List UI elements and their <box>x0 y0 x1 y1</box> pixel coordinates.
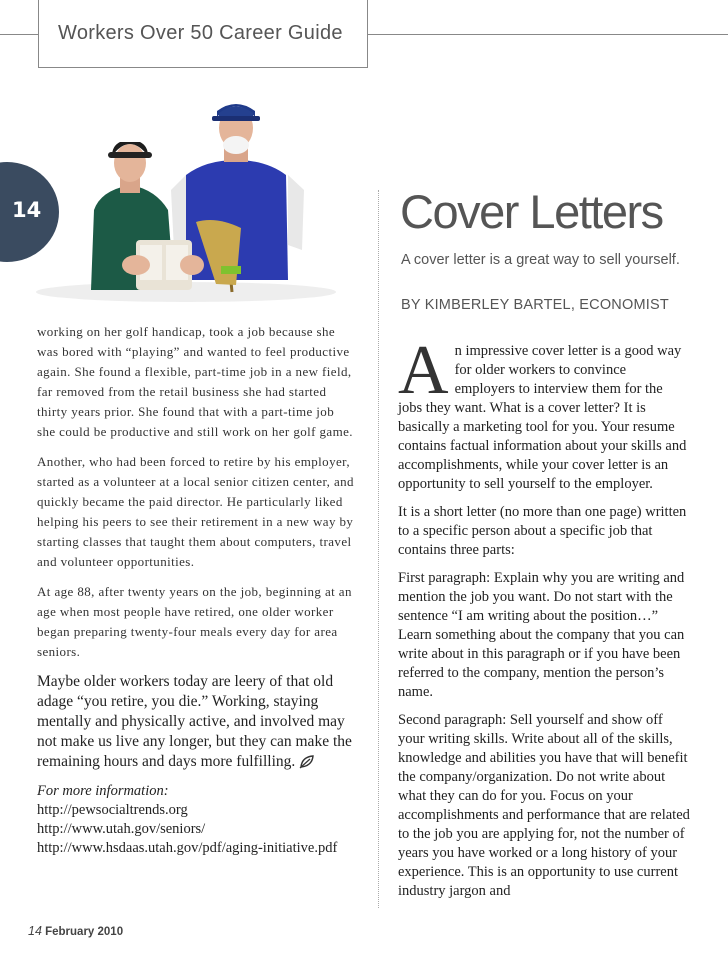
article-byline: BY KIMBERLEY BARTEL, ECONOMIST <box>401 297 669 313</box>
more-info-label: For more information: <box>37 783 169 799</box>
workers-photo <box>36 80 336 302</box>
article-headline: Cover Letters <box>400 185 663 238</box>
right-paragraph-2: It is a short letter (no more than one page) written to a specific person about a specific job that contains three parts: <box>398 504 687 558</box>
right-paragraph-1 <box>398 332 690 494</box>
column-divider <box>378 190 379 908</box>
header-rule-right <box>368 34 728 35</box>
left-paragraph-4-text: Maybe older workers today are leery of that old adage “you retire, you die.” Working, staying mentally and physically active, and involved may not make us live any longer, but they can make the remaining hours and days more fulfilling. <box>37 673 352 770</box>
right-column <box>398 332 690 901</box>
right-paragraph-4: Second paragraph: Sell yourself and show off your writing skills. Write about all of the skills, knowledge and abilities you have that will benefit the company/organization. Do not write about what they can do for you. Focus on your accomplishments and performance that are related to the job you are applying for, not the number of years you have worked or a long history of your experience. This is an opportunity to use current industry jargon and <box>398 712 690 899</box>
left-paragraph-2: Another, who had been forced to retire by his employer, started as a volunteer at a local senior citizen center, and quickly became the paid director. He particularly liked helping his peers to see their retirement in a new way by starting classes that taught them about computers, travel and volunteer opportunities. <box>37 454 354 569</box>
footer-date: February 2010 <box>45 926 124 938</box>
header-title: Workers Over 50 Career Guide <box>58 22 343 44</box>
more-info-block <box>37 782 355 858</box>
left-column <box>37 322 355 858</box>
right-paragraph-1-text: n impressive cover letter is a good way for older workers to convince employers to interview them for the jobs they want. What is a cover letter? It is basically a marketing tool for you. Your resume contains factual information about your skills and accomplishments, while your cover letter is an opportunity to sell yourself to the employer. <box>398 343 687 492</box>
footer-page-number: 14 <box>28 924 42 938</box>
link-utah-seniors[interactable]: http://www.utah.gov/seniors/ <box>37 821 206 837</box>
left-paragraph-4 <box>37 672 355 772</box>
left-paragraph-3: At age 88, after twenty years on the job, beginning at an age when most people have retired, one older worker began preparing twenty-four meals every day for area seniors. <box>37 584 352 659</box>
drop-cap: A <box>398 332 449 409</box>
left-paragraph-1: working on her golf handicap, took a job because she was bored with “playing” and wanted to feel productive again. She found a flexible, part-time job in a new field, far removed from the retail business she had started thirty years prior. She found that with a part-time job she could be productive and still work on her golf game. <box>37 324 353 439</box>
page-footer <box>28 924 123 938</box>
header-rule-left <box>0 34 38 35</box>
link-aging-initiative[interactable]: http://www.hsdaas.utah.gov/pdf/aging-initiative.pdf <box>37 840 338 856</box>
page-tab-number: 14 <box>12 198 42 222</box>
end-leaf-icon <box>299 754 315 769</box>
link-pew[interactable]: http://pewsocialtrends.org <box>37 802 188 818</box>
article-deck: A cover letter is a great way to sell yourself. <box>401 252 680 268</box>
right-paragraph-3: First paragraph: Explain why you are writing and mention the job you want. Do not start with the sentence “I am writing about the position…” Learn something about the company that you can write about in this paragraph or if you have been referred to the company, mention the person’s name. <box>398 570 685 700</box>
